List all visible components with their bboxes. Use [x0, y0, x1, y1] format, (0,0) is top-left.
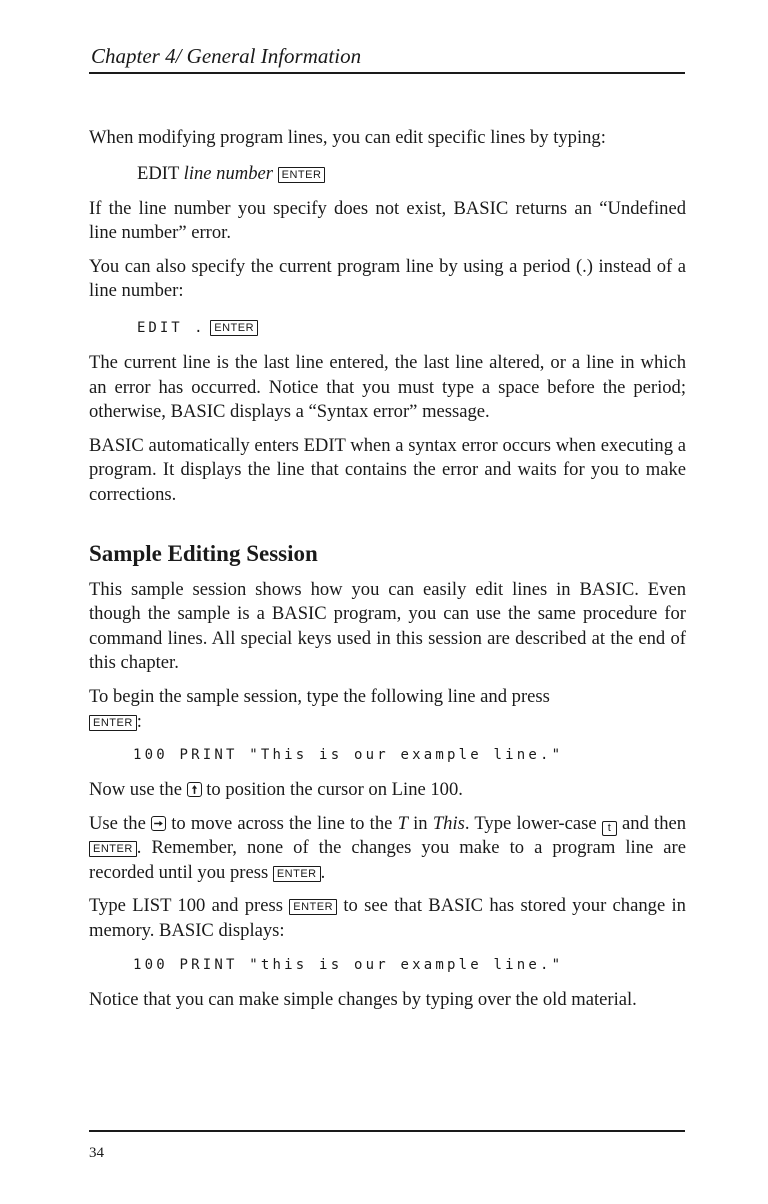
enter-key: ENTER [210, 320, 258, 336]
command-argument: line number [183, 162, 273, 184]
enter-key: ENTER [273, 866, 321, 882]
command-edit-period [89, 313, 686, 342]
begin-session-text: To begin the sample session, type the following line and press [89, 685, 550, 707]
command-keyword: EDIT [137, 162, 179, 184]
letter-t: T [397, 812, 408, 834]
move-right-text-d: . Type lower-case [464, 812, 597, 834]
move-right-text-b: to move across the line to the [171, 812, 393, 834]
command-edit-period-text: EDIT . [137, 319, 206, 336]
running-head: Chapter 4/ General Information [91, 44, 362, 68]
footer-rule [89, 1130, 685, 1132]
paragraph-period-intro: You can also specify the current program line by using a period (.) instead of a line number: [89, 255, 686, 302]
t-key: t [602, 821, 617, 836]
up-arrow-key-icon [187, 782, 202, 797]
right-arrow-key-icon [151, 816, 166, 831]
paragraph-undefined-line: If the line number you specify does not exist, BASIC returns an “Undefined line number” error. [89, 197, 686, 244]
move-right-text-c: in [413, 812, 428, 834]
cursor-up-text-a: Now use the [89, 779, 182, 801]
paragraph-move-right [89, 812, 686, 886]
paragraph-syntax-error: BASIC automatically enters EDIT when a syntax error occurs when executing a program. It displays the line that contains the error and waits for you to make corrections. [89, 434, 686, 505]
code-line-original: 100 PRINT "This is our example line." [133, 747, 564, 764]
move-right-text-a: Use the [89, 812, 146, 834]
header-rule [89, 72, 685, 74]
code-line-changed: 100 PRINT "this is our example line." [133, 956, 564, 973]
paragraph-current-line: The current line is the last line entered, the last line altered, or a line in which an error has occurred. Notice that you must type a space before the period; otherwise, BASIC displays a “Syntax error” message. [89, 351, 686, 423]
paragraph-notice: Notice that you can make simple changes by typing over the old material. [89, 988, 637, 1010]
paragraph-edit-intro: When modifying program lines, you can edit specific lines by typing: [89, 127, 606, 148]
list-text-a: Type LIST 100 and press [89, 895, 283, 917]
enter-key: ENTER [89, 841, 137, 857]
begin-session-colon: : [136, 710, 142, 732]
enter-key: ENTER [89, 715, 137, 731]
page-number: 34 [89, 1145, 104, 1161]
enter-key: ENTER [278, 167, 326, 183]
enter-key: ENTER [289, 899, 337, 915]
paragraph-list-command [89, 894, 686, 943]
move-right-text-g: . [320, 861, 326, 883]
list-text-b: to see that BASIC has stored your change in memory. BASIC displays: [89, 895, 686, 942]
move-right-text-f: . Remember, none of the changes you make to a program line are recorded until you press [89, 837, 686, 883]
section-heading: Sample Editing Session [89, 540, 318, 566]
cursor-up-text-b: to position the cursor on Line 100. [206, 779, 463, 801]
move-right-text-e: and then [622, 812, 687, 834]
word-this: This [432, 812, 465, 834]
paragraph-begin-session [89, 685, 686, 734]
paragraph-cursor-up [89, 778, 686, 803]
body-text [89, 126, 686, 1021]
command-edit-line-number [89, 160, 686, 188]
paragraph-sample-intro: This sample session shows how you can easily edit lines in BASIC. Even though the sample is a BASIC program, you can use the same procedure for command lines. All special keys used in this session are described at the end of this chapter. [89, 578, 686, 674]
